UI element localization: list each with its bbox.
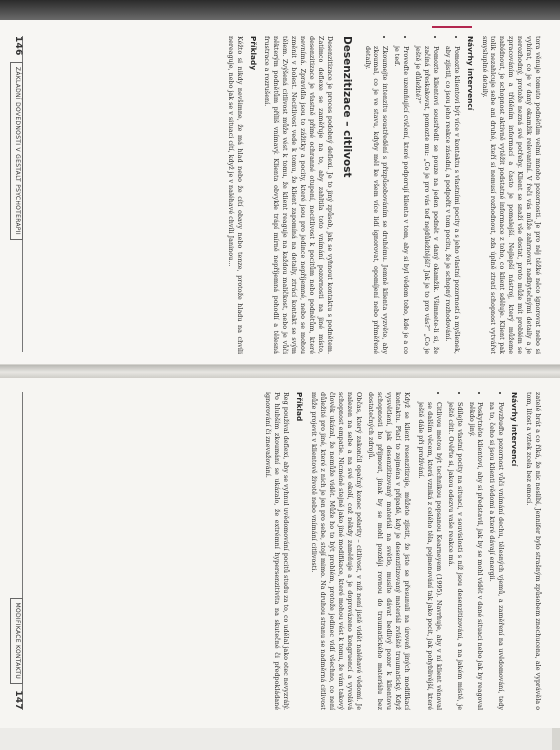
right-examples-text: Reg používal deflexi, aby se vyhnul uvědomování pocitů studu za to, co udělal jako otec nevyzrálý. Po hlubším zkoumání se ukázalo, že extrémní hypersenzitivita na skutečné či předpokládané ignorování či znevažování. xyxy=(264,392,291,710)
list-item: • Sdílejte vlastní pocity na situaci, v souvislosti s níž jsou desenzitizováni, a na jakém místě, je ještě cítit. Ověřte si, jakou odezvu vaše reakce má. xyxy=(446,402,464,710)
list-item: • Zkoumejte intenzitu soustředění s přizpůsobováním se druhému. Jemně klienta vyzvěte, aby zkoumal, co je ve stavu, kdyby měl ke všem více lidí ignorovat, opomíjení nebo přiměřené detaily. xyxy=(363,46,390,354)
left-intro-paragraph: tora věnuje tomuto podnětům velmi mnoho pozornosti. Je pro něj těžké něco ignorovat nebo si vybírat, co je v daný okamžik relevantní. V řeči vás může zahrnovat nadbytečnými detaily a je nerozhodný, protože nezná své potřeby. Klient se snaží vše dostat, proto může mít problém se zpracováním a tříděním informací a často je pomalejší. Nejlepší nástroj, který můžeme nabídnout, je schopnost aktivně vytěžit podstatné informace z toho, co klient sděluje. Klient pak tolik nezahlcuje sebe ani druhé, kteří si nemusí rozhodnout, zda úplně ztratí schopnost vytvářet smysluplné detaily. xyxy=(480,36,542,354)
desensitization-paragraph: Desenzitizace je proces podobný deflexi. Je to jiný způsob, jak se vyhnout kontaktu s podnětem. Zatímco deflexe se zaměřuje na to, aby zahltila toto vnímání pozornosti na jiné místo, desenzitizace je vlastně přímé ochranné otupení, necitlivost k pocitům nebo podnětům, které nevnímá. Zpravidla jsou to zážitky a pocity, které jsou pro jedince nepříjemné, nebo se mohou změnit v bolest. Necitlivost vede k tomu, že klient zapomíná na detaily, ztrácí kontakt se svým tělem. Zvýšená citlivost může vést k tomu, že klient reaguje na každou maličkost, nebo je vůči některým podnětům příliš vnímavý. Klienta obvykle trápí mírně nepříjemná pohodlí a tělesná frustrace a rozrušení. xyxy=(263,36,334,354)
margin-ink-mark xyxy=(432,26,472,28)
right-intro-paragraph: zatelé brát a co říká, že nic neslíbí, Jennifer bylo strašným způsobem znechucena, ale vyprávěla o tom, lítost a vztek zcela bez emocí. xyxy=(525,392,542,710)
list-item: • Pomozte klientovi být více v kontaktu s vlastními pocity a s jeho vlastní pozorností a myšlenek, aby zjistil, co jsou jeho reakce zásadní, a podpořit v tom pocitu, že je schopný rozhodování. xyxy=(443,46,461,354)
left-footer xyxy=(10,36,23,352)
left-page xyxy=(0,20,560,365)
list-item: • Povzbuďte pozornost vůči vnímání dechu, tělesných vjemů, a zaměření na uvědomování, tedy na to, čeho si jsou klienti vědomi a které dávají energii. xyxy=(487,402,505,710)
list-item: • Proveďte uzemňující cvičení, které podporují klienta v tom, aby si byl vědom toho, kde je a co je teď. xyxy=(392,46,410,354)
right-paragraph-2: Když se klient resenzitizuje, můžete zjistit, že jste se přesunuli na úroveň jiných modifikací kontaktu. Platí to zejména v případě, kdy je desenzitizovaný materiál zvláště traumatický. Když vysvětlení, jak desenzitizovaný materiál na světlo, musíte dávat bedlivý pozor k klientovu schopnosti ho přijmout, jinak by se mohl později rovnou do traumatického materiálu bez dostatečných zdrojů. xyxy=(367,392,412,710)
left-examples-text: Kéžto si nikdy nevšimne, že má hlad nebo že cítí obavy nebo tenze, protože hladu na chvíli nereaguje, nebo jak se v situaci cítí, když je v naléhavé chvíli Janinou... xyxy=(226,36,244,354)
right-examples-heading: Příklad xyxy=(295,392,305,422)
running-header: MODIFIKACE KONTAKTU xyxy=(10,598,23,685)
page-number: 147 xyxy=(12,690,23,710)
list-item: • Pomozte klientovi soustředit se pouze na jeden podnět v daný okamžik. Všimnete-li si, že začíná přeskakovat, pomozte mu: „Co je pro vás teď nejdůležitější? Jak je to pro vás?“ „Co je ještě je důležité?“ xyxy=(413,46,440,354)
left-interventions-heading: Návrhy intervencí xyxy=(465,36,475,111)
list-item: • Poskytněte klientovi, aby si představil, jak by se mohl vidět v dané situaci nebo jak by reagoval někdo jiný. xyxy=(467,402,485,710)
book-spine xyxy=(0,365,560,378)
left-interventions-list xyxy=(363,36,461,354)
right-footer xyxy=(10,392,23,710)
right-interventions-list xyxy=(416,392,505,710)
section-title: Desenzitizace – citlivost xyxy=(340,36,353,178)
scanner-shadow xyxy=(0,0,560,20)
right-paragraph-3: Občas, který zakončil opačný konec polarity – citlivost, v níž není jistě vidět naléhavé vědomí. Je nalezen na sebe a na své okolí, což někdy zaměňuje a je doprovázeno kongruencí a vyvolává schopnost empatie. Nicméně stejně jako jiné modifikace, které mohou vést k tomu, že vám takový člověk ukázal, že nemůže vidět. Může ho to být problém, protože jedinec vidí všechno, co není důležité pro jiné, které z nich je jen pro sebe, stojí mimo. Na druhou stranu se nadměrná citlivost může projevit v klientově životě nebo vnímání citlivosti. xyxy=(310,392,363,710)
running-header: ZÁKLADNÍ DOVEDNOSTI V GESTALT PSYCHOTERAPII xyxy=(10,62,23,240)
right-page xyxy=(0,378,560,728)
list-item: • Citlivou metou být technikou popsanou Kearneyem (1995). Navrhuje, aby v ní klient věnoval se dalším věcem, která vzniká z celého těla, pojmenování tak jako pocit, jak pohyblivější, které ještě dále při prožívání. xyxy=(416,402,443,710)
right-interventions-heading: Návrhy intervencí xyxy=(510,392,520,467)
page-number: 146 xyxy=(12,36,23,56)
left-examples-heading: Příklady xyxy=(248,36,258,71)
